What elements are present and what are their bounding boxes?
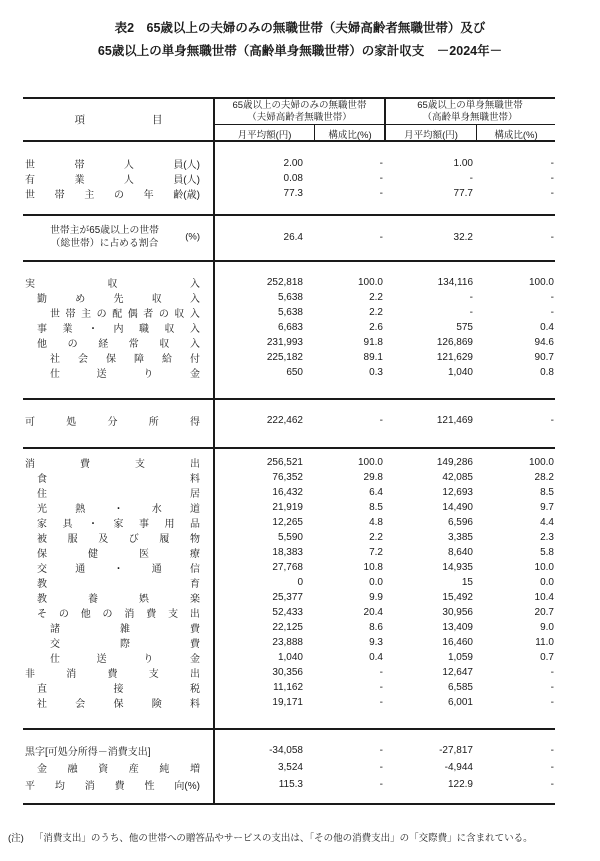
value-cell: - [469,307,473,318]
section-separator-line [23,398,555,400]
item-label-text: 教 養 娯 楽 [37,594,200,605]
value-cell: 115.3 [278,779,303,790]
table-row [23,515,555,530]
table-row [23,759,555,776]
value-cell: 18,383 [272,547,303,558]
value-cell: - [379,158,383,169]
value-cell: 0 [297,577,303,588]
value-cell: 15 [461,577,473,588]
value-cell: - [469,292,473,303]
table-row [23,742,555,759]
item-label [23,560,214,575]
table-top-border [23,97,555,99]
table-row [23,605,555,620]
item-label [23,335,214,350]
item-label [23,695,214,710]
value-cell: 122.9 [447,779,473,790]
value-cell: 231,993 [266,337,303,348]
item-label-text: 非 消 費 支 出 [25,669,200,680]
group-title-line2: （夫婦高齢者無職世帯） [247,111,352,123]
section-separator-line [23,260,555,262]
table-bottom-border [23,803,555,805]
value-cell: 12,693 [442,487,473,498]
monthly-average-header: 月平均額(円) [404,129,458,141]
item-label [23,635,214,650]
value-cell: 8.5 [540,487,554,498]
value-cell: - [379,667,383,678]
section-ratio-of-households [23,214,555,260]
table-row [23,470,555,485]
value-cell: 4.4 [540,517,554,528]
value-cell: 27,768 [272,562,303,573]
section-disposable-income [23,398,555,447]
value-cell: 30,956 [442,607,473,618]
table-row [23,455,555,470]
section-separator-line [23,447,555,449]
value-cell: 5,590 [277,532,303,543]
item-label-text: 社 会 保 険 料 [37,699,200,710]
item-label [23,485,214,500]
value-cell: 2.00 [283,158,303,169]
item-label [23,742,214,759]
value-cell: 16,460 [442,637,473,648]
item-label-text: 消 費 支 出 [25,459,200,470]
value-cell: 25,377 [272,592,303,603]
value-cell: 16,432 [272,487,303,498]
value-cell: 9.3 [369,637,383,648]
item-label-text: 交 際 費 [50,639,200,650]
item-label-text: 有 業 人 員(人) [25,175,200,186]
section-household-members [23,142,555,214]
section-separator-line [23,728,555,730]
item-label [23,171,214,186]
table-row [23,500,555,515]
table-row [23,665,555,680]
value-cell: 28.2 [534,472,554,483]
item-label-text: 直 接 税 [37,684,200,695]
item-label-text: そ の 他 の 消 費 支 出 [37,609,200,620]
item-label-text: 勤 め 先 収 入 [37,294,200,305]
item-label [23,470,214,485]
item-label-text: 諸 雑 費 [50,624,200,635]
table-row [23,635,555,650]
value-cell: 21,919 [272,502,303,513]
item-label [23,275,214,290]
item-column-divider-line [213,97,215,805]
item-label [23,350,214,365]
value-cell: 15,492 [442,592,473,603]
value-cell: 77.3 [283,188,303,199]
value-cell: - [550,779,554,790]
value-cell: 2.2 [369,532,383,543]
value-cell: 10.8 [363,562,383,573]
value-cell: 91.8 [363,337,383,348]
table-row [23,220,555,254]
value-cell: 1,059 [447,652,473,663]
item-label-text: 他 の 経 常 収 入 [37,339,200,350]
item-label [23,320,214,335]
item-label-text: 社 会 保 障 給 付 [50,354,200,365]
table-row [23,650,555,665]
section-surplus [23,728,555,805]
value-cell: 6,001 [447,697,473,708]
value-cell: - [550,292,554,303]
value-cell: 121,469 [436,415,473,426]
value-cell: 100.0 [357,277,383,288]
value-cell: 8.5 [369,502,383,513]
single-household-group-title [385,97,555,125]
item-label-text: 交 通 ・ 通 信 [37,564,200,575]
value-cell: 5.8 [540,547,554,558]
item-header-char: 項 [74,114,85,126]
value-cell: 0.7 [540,652,554,663]
value-cell: 3,385 [447,532,473,543]
value-cell: 9.9 [369,592,383,603]
value-cell: 100.0 [528,277,554,288]
table-row [23,171,555,186]
single-household-column-group [385,97,555,142]
item-label-text: 金 融 資 産 純 増 [37,764,200,775]
value-cell: 10.0 [534,562,554,573]
item-label-text: 仕 送 り 金 [50,654,200,665]
item-label [23,186,214,201]
value-cell: 2.3 [540,532,554,543]
value-cell: 100.0 [357,457,383,468]
value-cell: 134,116 [437,277,473,288]
item-label-text: 光 熱 ・ 水 道 [37,504,200,515]
header-subcolumn-divider-line [314,124,315,141]
value-cell: - [379,415,383,426]
value-cell: 1,040 [277,652,303,663]
item-label [23,665,214,680]
header-subcolumn-divider-line [476,124,477,141]
value-cell: 94.6 [534,337,554,348]
table-row [23,776,555,793]
composition-ratio-header: 構成比(%) [328,129,372,141]
value-cell: 222,462 [266,415,303,426]
value-cell: - [379,173,383,184]
table-row [23,695,555,710]
group-title-line1: 65歳以上の夫婦のみの無職世帯 [232,100,367,111]
value-cell: 11.0 [535,637,554,648]
value-cell: - [550,158,554,169]
table-row [23,530,555,545]
value-cell: 1,040 [447,367,473,378]
composition-ratio-header: 構成比(%) [494,129,538,141]
item-label [23,220,214,254]
value-cell: - [550,173,554,184]
item-label [23,500,214,515]
item-label [23,680,214,695]
value-cell: 11,162 [273,682,303,693]
item-label [23,515,214,530]
value-cell: 8.6 [369,622,383,633]
table-row [23,186,555,201]
table-row [23,620,555,635]
table-row [23,305,555,320]
item-label-text: 食 料 [37,474,200,485]
value-cell: 575 [456,322,473,333]
value-cell: 0.3 [369,367,383,378]
item-label [23,759,214,776]
value-cell: 13,409 [442,622,473,633]
table-title-line2: 65歳以上の単身無職世帯（高齢単身無職世帯）の家計収支 －2024年－ [97,44,503,58]
table-row [23,680,555,695]
value-cell: 3,524 [277,762,303,773]
item-label [23,413,214,428]
section-separator-line [23,214,555,216]
value-cell: 149,286 [436,457,473,468]
value-cell: 2.6 [369,322,383,333]
value-cell: 0.0 [540,577,554,588]
value-cell: 6,585 [447,682,473,693]
value-cell: - [550,762,554,773]
table-row [23,350,555,365]
value-cell: 32.2 [453,231,473,243]
footnote [8,832,596,846]
table-row [23,485,555,500]
item-label-text: 世 帯 主 の 配 偶 者 の 収 入 [50,309,200,320]
value-cell: - [550,697,554,708]
item-label [23,605,214,620]
value-cell: 225,182 [266,352,303,363]
item-label-text: 被 服 及 び 履 物 [37,534,200,545]
value-cell: 14,935 [442,562,473,573]
value-cell: - [550,415,554,426]
item-label [23,575,214,590]
value-cell: 14,490 [442,502,473,513]
value-cell: - [550,682,554,693]
table-row [23,545,555,560]
value-cell: 20.7 [534,607,554,618]
value-cell: 650 [286,367,303,378]
value-cell: 5,638 [277,307,303,318]
value-cell: -34,058 [269,745,303,756]
table-row [23,365,555,380]
monthly-average-header: 月平均額(円) [237,129,292,141]
value-cell: 0.4 [540,322,554,333]
value-cell: 23,888 [272,637,303,648]
item-label-text: 世 帯 主 の 年 齢(歳) [25,190,200,201]
item-column-header [23,97,214,142]
value-cell: 6.4 [369,487,383,498]
value-cell: 89.1 [363,352,383,363]
value-cell: - [379,682,383,693]
item-label-text: 仕 送 り 金 [50,369,200,380]
item-label-text: 保 健 医 療 [37,549,200,560]
value-cell: 0.0 [369,577,383,588]
item-label-text: 黒字[可処分所得－消費支出] [25,747,151,758]
item-label [23,305,214,320]
group-title-line1: 65歳以上の単身無職世帯 [417,100,523,111]
value-cell: 22,125 [272,622,303,633]
item-label-text: 可 処 分 所 得 [25,417,200,428]
value-cell: - [550,667,554,678]
item-label-text: 世 帯 人 員(人) [25,160,200,171]
item-label [23,545,214,560]
item-label [23,590,214,605]
item-column-header-label [75,112,163,127]
table-row [23,413,555,428]
table-row [23,320,555,335]
item-label [23,290,214,305]
table-row [23,290,555,305]
value-cell: 7.2 [369,547,383,558]
value-cell: - [550,307,554,318]
value-cell: 30,356 [272,667,303,678]
couple-household-column-group [214,97,385,142]
value-cell: 10.4 [534,592,554,603]
value-cell: 100.0 [528,457,554,468]
footnote-text: 「消費支出」のうち、他の世帯への贈答品やサービスの支出は、「その他の消費支出」の「交際費」に含まれている。 [33,833,533,844]
value-cell: -27,817 [439,745,473,756]
item-label-text: 平 均 消 費 性 向(%) [25,781,200,792]
couple-household-group-title [214,97,385,125]
value-cell: - [379,762,383,773]
value-cell: 90.7 [534,352,554,363]
value-cell: 20.4 [363,607,383,618]
table-row [23,335,555,350]
value-cell: 5,638 [277,292,303,303]
value-cell: 6,683 [277,322,303,333]
value-cell: 2.2 [369,307,383,318]
item-label-text: 家 具 ・ 家 事 用 品 [37,519,200,530]
table-title-line1: 表2 65歳以上の夫婦のみの無職世帯（夫婦高齢者無職世帯）及び [114,21,486,35]
item-label [23,156,214,171]
unit-suffix: (%) [185,231,200,243]
value-cell: - [379,745,383,756]
section-expenditure [23,447,555,728]
value-cell: -4,944 [444,762,473,773]
value-cell: 6,596 [447,517,473,528]
value-cell: 126,869 [436,337,473,348]
item-label-text: 実 収 入 [25,279,200,290]
section-income [23,260,555,398]
value-cell: 12,647 [442,667,473,678]
value-cell: 8,640 [447,547,473,558]
table-row [23,590,555,605]
table-row [23,575,555,590]
value-cell: 29.8 [363,472,383,483]
value-cell: 9.7 [540,502,554,513]
value-cell: 4.8 [369,517,383,528]
value-cell: 12,265 [272,517,303,528]
value-cell: 77.7 [453,188,473,199]
group-title-line2: （高齢単身無職世帯） [422,111,518,123]
value-cell: 19,171 [272,697,303,708]
item-label [23,530,214,545]
value-cell: 0.4 [369,652,383,663]
table-title [0,17,600,63]
value-cell: - [379,188,383,199]
value-cell: - [550,231,554,243]
statistics-table [23,97,555,805]
value-cell: 42,085 [442,472,473,483]
table-row [23,275,555,290]
table-row [23,156,555,171]
item-header-char: 目 [152,114,163,126]
value-cell: 9.0 [540,622,554,633]
value-cell: 52,433 [272,607,303,618]
value-cell: - [379,779,383,790]
header-group-boundary-line [384,97,386,141]
value-cell: - [550,188,554,199]
table-row [23,560,555,575]
value-cell: 2.2 [369,292,383,303]
value-cell: - [379,697,383,708]
item-label [23,620,214,635]
value-cell: 121,629 [436,352,473,363]
value-cell: 256,521 [266,457,303,468]
item-label-text: 教 育 [37,579,200,590]
value-cell: - [550,745,554,756]
value-cell: - [379,231,383,243]
value-cell: 252,818 [266,277,303,288]
value-cell: 76,352 [272,472,303,483]
value-cell: 0.08 [283,173,303,184]
item-label-text: 住 居 [37,489,200,500]
item-label-text: 事 業 ・ 内 職 収 入 [37,324,200,335]
item-label [23,776,214,793]
value-cell: 0.8 [540,367,554,378]
footnote-label: (注) [8,833,24,844]
value-cell: - [469,173,473,184]
item-label [23,650,214,665]
ratio-label-line2: （総世帯）に占める割合 [50,238,159,249]
ratio-label-line1: 世帯主が65歳以上の世帯 [50,225,159,236]
item-label [23,455,214,470]
value-cell: 26.4 [283,231,303,243]
item-label [23,365,214,380]
value-cell: 1.00 [453,158,473,169]
